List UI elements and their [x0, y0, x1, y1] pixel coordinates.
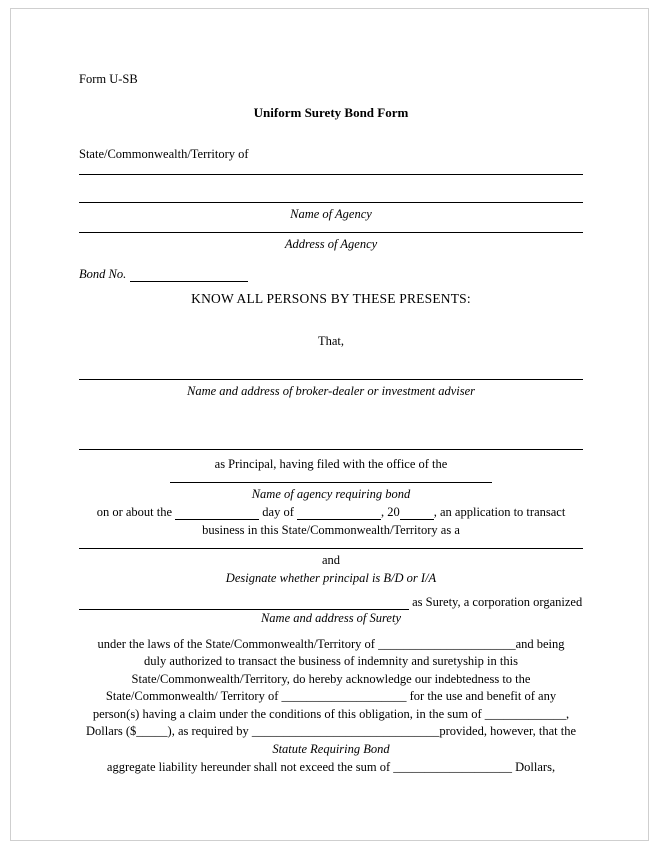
- on-or-about-text-1: on or about the: [96, 504, 173, 519]
- page-title: Uniform Surety Bond Form: [253, 105, 409, 120]
- that-line: That,: [317, 333, 345, 348]
- broker-name-rule: [79, 379, 583, 380]
- caption-agency-requiring-bond: Name of agency requiring bond: [251, 486, 411, 501]
- business-line: business in this State/Commonwealth/Territory as a: [202, 522, 460, 537]
- spacer: [79, 409, 583, 439]
- caption-broker-dealer: Name and address of broker-dealer or investment adviser: [186, 383, 475, 398]
- on-or-about-text-3: , 20: [381, 504, 400, 519]
- surety-line: [79, 594, 583, 610]
- designate-rule: [79, 548, 583, 549]
- obligation-line: Dollars ($_____), as required by ______________________________provided, however, that the: [85, 724, 577, 739]
- surety-name-blank: [79, 597, 409, 610]
- obligation-line: person(s) having a claim under the conditions of this obligation, in the sum of _____________,: [92, 706, 570, 721]
- on-or-about-text-2: day of: [262, 504, 294, 519]
- caption-statute: Statute Requiring Bond: [272, 741, 390, 756]
- obligation-line: State/Commonwealth/ Territory of ____________________ for the use and benefit of any: [105, 689, 557, 704]
- broker-address-rule: [79, 449, 583, 450]
- state-fill-rule: [79, 174, 583, 175]
- on-or-about-text-4: , an application to transact: [433, 504, 566, 519]
- bond-number-field: [79, 266, 583, 282]
- caption-designate: Designate whether principal is B/D or I/A: [225, 570, 437, 585]
- aggregate-liability-line: aggregate liability hereunder shall not exceed the sum of ___________________ Dollars,: [106, 759, 556, 774]
- know-all-heading: KNOW ALL PERSONS BY THESE PRESENTS:: [191, 290, 471, 306]
- and-word: and: [321, 552, 341, 567]
- form-code: Form U-SB: [79, 72, 138, 86]
- year-blank: [400, 507, 434, 520]
- obligation-body: [79, 636, 583, 740]
- agency-address-rule: [79, 232, 583, 233]
- agency-requiring-rule: [170, 482, 493, 483]
- spacer: [79, 355, 583, 369]
- principal-line: as Principal, having filed with the office of the: [214, 456, 448, 471]
- obligation-line: under the laws of the State/Commonwealth/Territory of ______________________and being: [97, 636, 565, 651]
- month-blank: [297, 507, 381, 520]
- day-blank: [175, 507, 259, 520]
- spacer: [79, 178, 583, 192]
- on-or-about-line: [79, 504, 583, 520]
- state-line-label: State/Commonwealth/Territory of: [79, 146, 249, 161]
- bond-number-label: Bond No.: [79, 266, 127, 281]
- bond-number-blank: [130, 269, 248, 282]
- obligation-line: State/Commonwealth/Territory, do hereby acknowledge our indebtedness to the: [131, 671, 531, 686]
- agency-name-rule: [79, 202, 583, 203]
- document-page: [10, 8, 649, 841]
- caption-agency-address: Address of Agency: [284, 236, 378, 251]
- document-content: [79, 71, 583, 777]
- caption-surety: Name and address of Surety: [260, 610, 402, 625]
- as-surety-text: as Surety, a corporation organized: [412, 594, 583, 609]
- obligation-line: duly authorized to transact the business of indemnity and suretyship in this: [144, 654, 518, 669]
- caption-agency-name: Name of Agency: [290, 206, 372, 221]
